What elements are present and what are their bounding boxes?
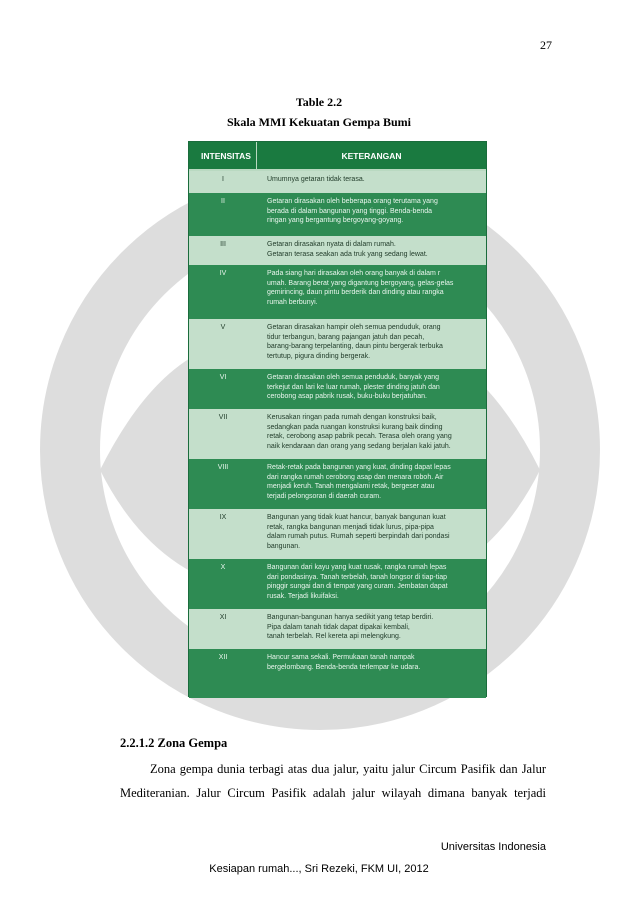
header-keterangan: KETERANGAN (341, 150, 402, 161)
intensity-cell: I (222, 176, 224, 183)
mmi-scale-table (188, 141, 487, 697)
table-row (189, 409, 486, 459)
table-row (189, 236, 486, 265)
intensity-cell: XI (219, 614, 227, 621)
intensity-cell: VI (219, 374, 227, 381)
intensity-cell: IX (219, 514, 227, 521)
description-cell: Retak-retak pada bangunan yang kuat, dinding dapat lepas dari rangka rumah cerobong asap dan menara roboh. Air menjadi keruh. Tanah mengalami retak, bergeser atau terjadi pelongsoran di daerah curam. (267, 464, 451, 500)
table-row (189, 459, 486, 509)
table-number: Table 2.2 (295, 95, 343, 109)
page-number: 27 (540, 38, 552, 52)
intensity-cell: X (220, 564, 226, 571)
table-caption (0, 92, 638, 132)
intensity-cell: IV (219, 270, 227, 277)
table-row (189, 649, 486, 698)
description-cell: Pada siang hari dirasakan oleh orang banyak di dalam r umah. Barang berat yang digantung bergoyang, gelas-gelas gemirincing, daun pintu berderik dan dinding atau rangka rumah berbunyi. (267, 270, 454, 306)
description-cell: Getaran dirasakan hampir oleh semua penduduk, orang tidur terbangun, barang pajangan jatuh dan pecah, barang-barang terpelanting, daun pintu bergerak terbuka tertutup, pigura dinding bergerak. (267, 324, 443, 360)
intensity-cell: II (221, 198, 225, 205)
table-row (189, 171, 486, 193)
description-cell: Getaran dirasakan oleh semua penduduk, banyak yang terkejut dan lari ke luar rumah, plester dinding jatuh dan cerobong asap pabrik rusak, buku-buku berjatuhan. (267, 374, 440, 401)
intensity-cell: V (220, 324, 226, 331)
table-row (189, 609, 486, 649)
table-header-row (189, 142, 486, 171)
table-row (189, 319, 486, 369)
table-row (189, 193, 486, 236)
intensity-cell: VII (218, 414, 228, 421)
table-title: Skala MMI Kekuatan Gempa Bumi (226, 115, 412, 129)
table-row (189, 265, 486, 319)
paragraph-line: Zona gempa dunia terbagi atas dua jalur, yaitu jalur Circum Pasifik dan Jalur (150, 762, 546, 776)
description-cell: Bangunan dari kayu yang kuat rusak, rangka rumah lepas dari pondasinya. Tanah terbelah, tanah longsor di tiap-tiap pinggir sungai dan di tempat yang curam. Jembatan dapat rusak. Terjadi likuifaksi. (267, 564, 448, 600)
intensity-cell: III (220, 241, 226, 248)
description-cell: Kerusakan ringan pada rumah dengan konstruksi baik, sedangkan pada ruangan konstruksi kurang baik dinding retak, cerobong asap pabrik pecah. Terasa oleh orang yang naik kendaraan dan orang yang sedang berjalan kaki jatuh. (267, 414, 452, 450)
page-footer: Kesiapan rumah..., Sri Rezeki, FKM UI, 2012 (209, 863, 429, 875)
description-cell: Getaran dirasakan oleh beberapa orang terutama yang berada di dalam bangunan yang tinggi. Benda-benda ringan yang bergantung bergoyang-goyang. (267, 198, 438, 225)
description-cell: Bangunan-bangunan hanya sedikit yang tetap berdiri. Pipa dalam tanah tidak dapat dipakai kembali, tanah terbelah. Rel kereta api melengkung. (267, 614, 434, 641)
table-row (189, 559, 486, 609)
section-heading: 2.2.1.2 Zona Gempa (120, 736, 228, 750)
university-affiliation: Universitas Indonesia (440, 841, 546, 853)
table-row (189, 509, 486, 559)
description-cell: Getaran dirasakan nyata di dalam rumah. Getaran terasa seakan ada truk yang sedang lewat. (267, 241, 428, 258)
paragraph-line: Mediteranian. Jalur Circum Pasifik adalah jalur wilayah dimana banyak terjadi (120, 786, 546, 800)
intensity-cell: XII (218, 654, 228, 661)
description-cell: Bangunan yang tidak kuat hancur, banyak bangunan kuat retak, rangka bangunan menjadi tidak lurus, pipa-pipa dalam rumah putus. Rumah seperti berpindah dari pondasi bangunan. (267, 514, 450, 550)
intensity-cell: VIII (217, 464, 229, 471)
table-row (189, 369, 486, 409)
description-cell: Hancur sama sekali. Permukaan tanah nampak bergelombang. Benda-benda terlempar ke udara. (267, 654, 421, 671)
description-cell: Umumnya getaran tidak terasa. (267, 176, 365, 183)
header-intensitas: INTENSITAS (189, 142, 257, 169)
